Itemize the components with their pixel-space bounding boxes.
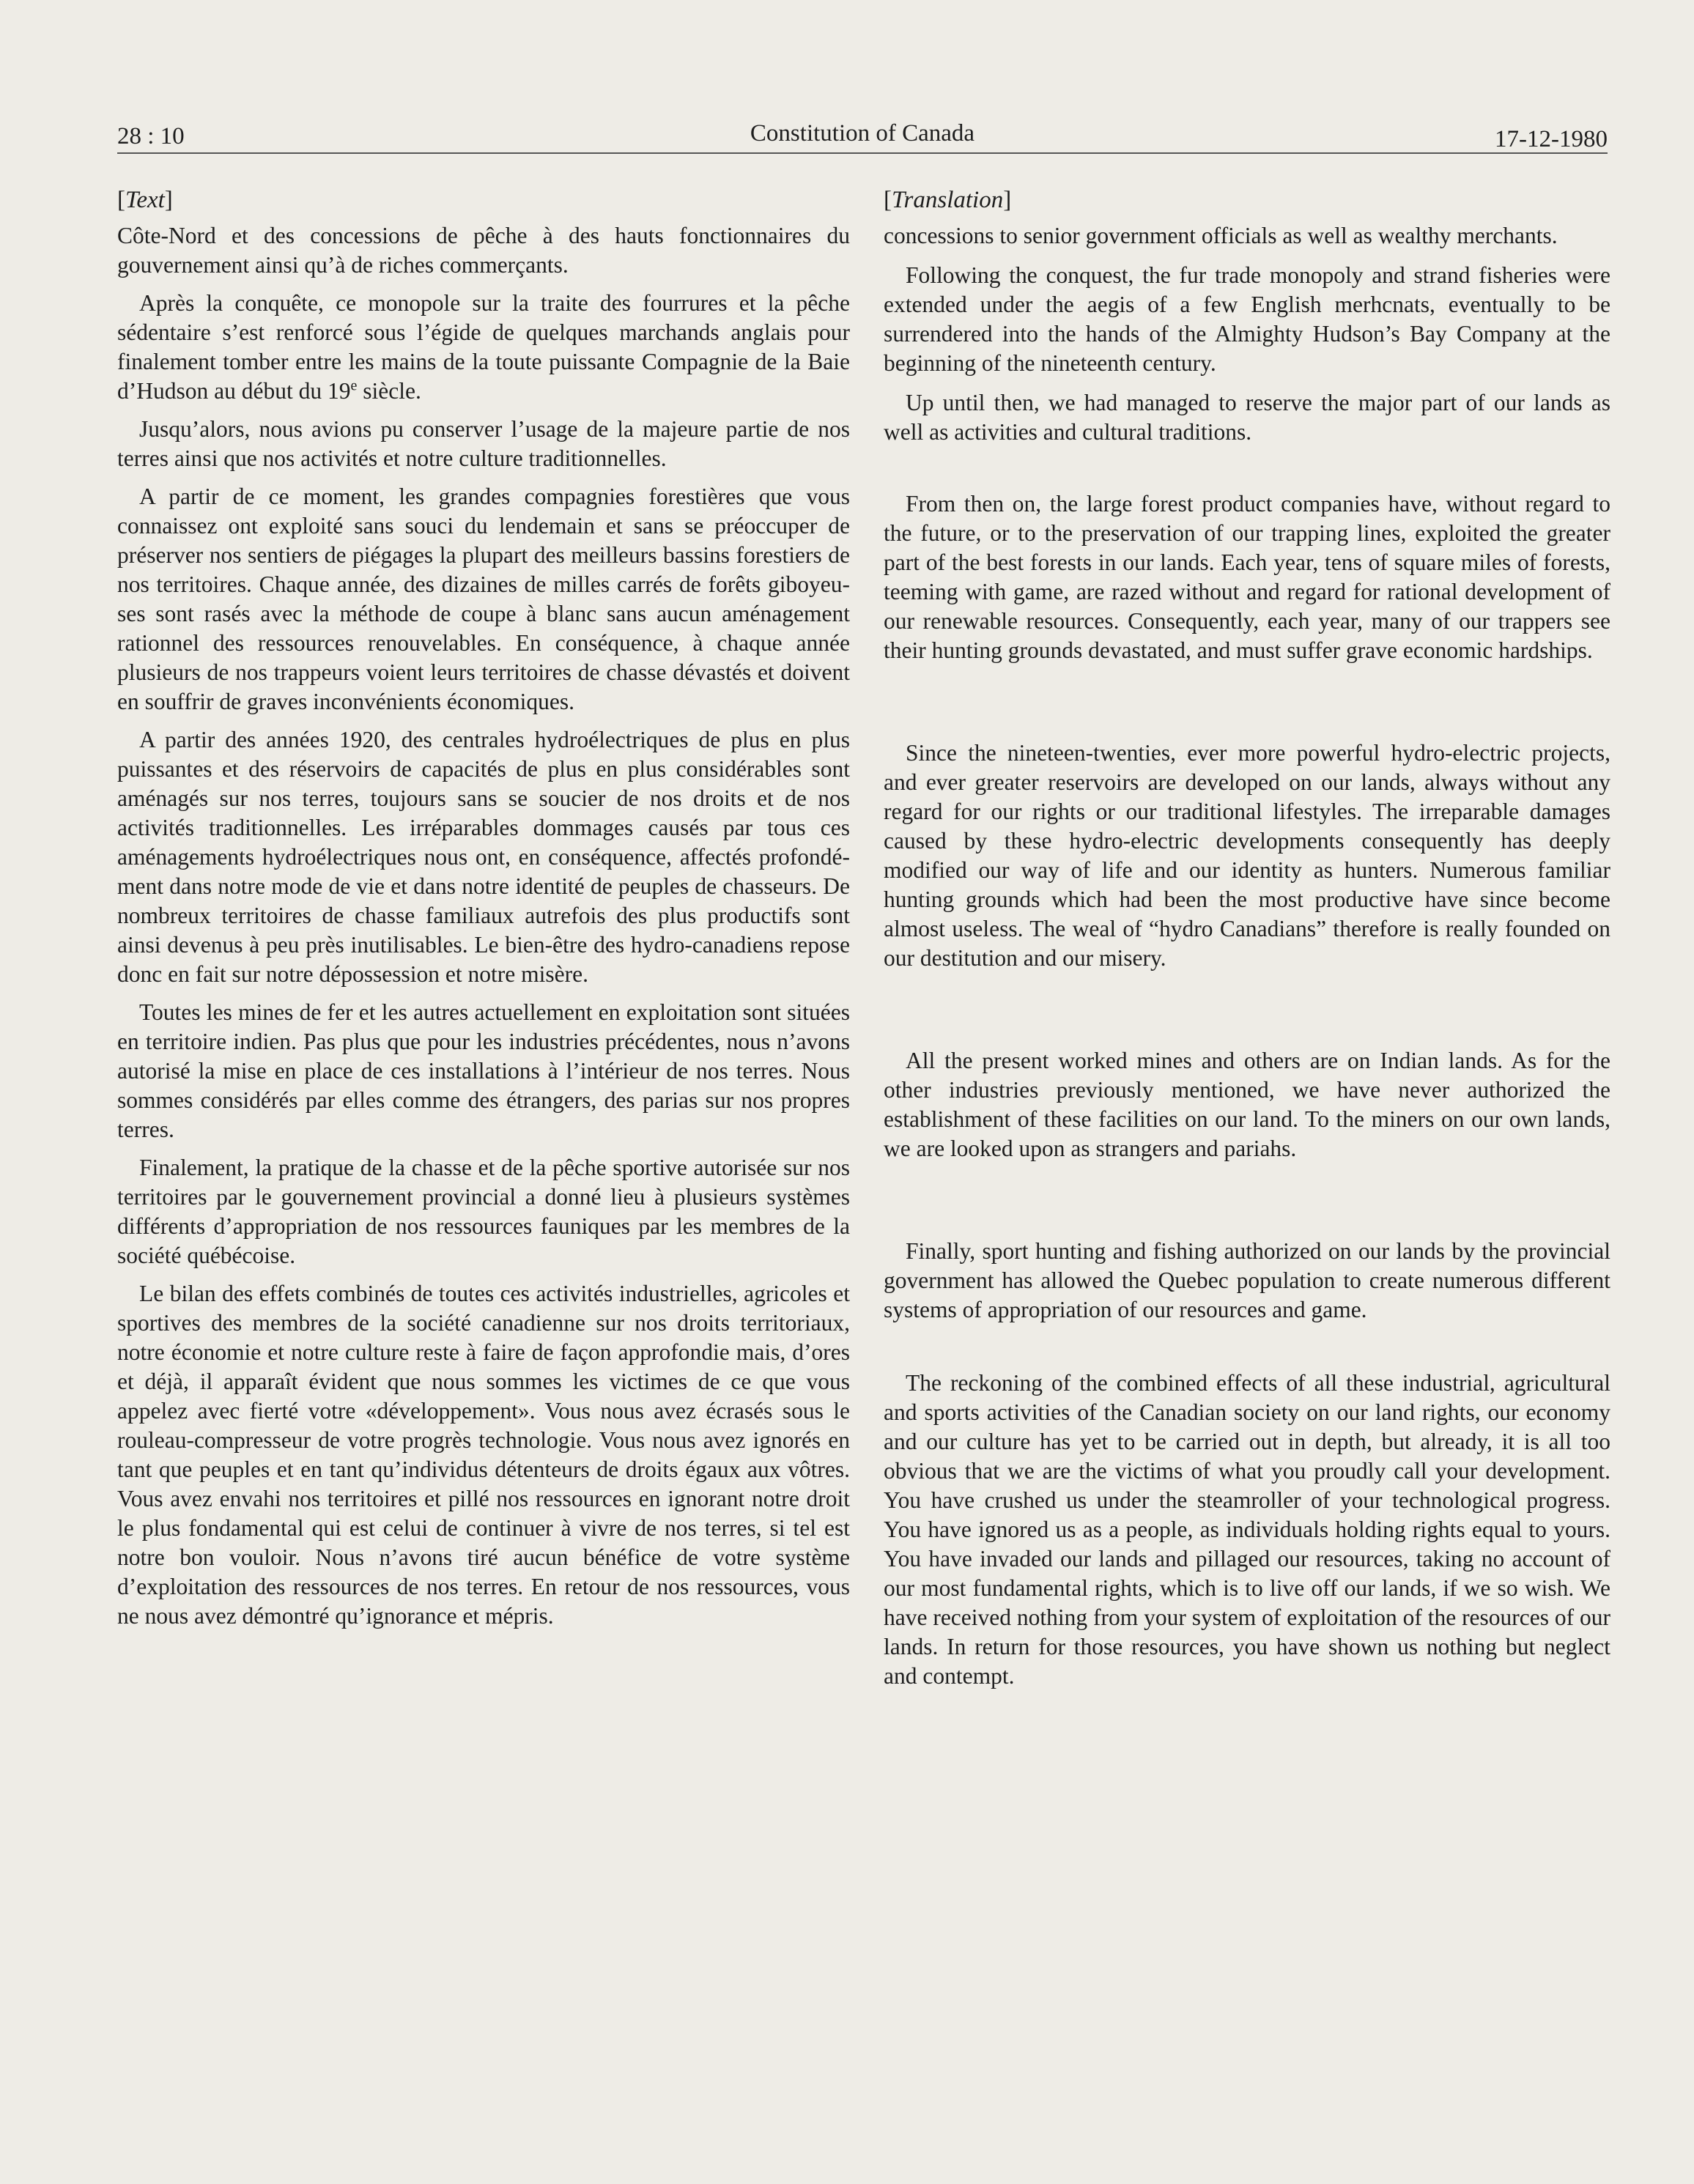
left-paragraph-5: A partir des années 1920, des centrales hydroélectriques de plus en plus puissantes et des réservoirs de capacités de plus en plus considérables sont aménagés sur nos terres, toujours sans se soucier de nos droits et de nos activités traditionnelles. Les irréparables dommages causés par tous ces aménagements hydroélectriques nous ont, en conséquence, affectés profondément dans notre mode de vie et dans notre identité de peuples de chasseurs. De nombreux territoires de chasse familiaux autrefois des plus productifs sont ainsi devenus à peu près inutilisables. Le bien-être des hydro-canadiens repose donc en fait sur notre dépossession et notre misère.: [117, 727, 850, 987]
running-title: Constitution of Canada: [750, 120, 975, 147]
left-paragraph-1: Côte-Nord et des concessions de pêche à des hauts fonctionnaires du gouvernement ainsi qu’à de riches commerçants.: [117, 223, 850, 278]
text-column-french: [117, 183, 850, 1640]
left-paragraph-8: Le bilan des effets combinés de toutes ces activités industrielles, agricoles et sportives des membres de la société canadienne sur nos droits territoriaux, notre économie et notre culture reste à faire de façon approfondie mais, d’ores et déjà, il apparaît évident que nous sommes les victimes de ce que vous appelez avec fierté votre «développement». Vous nous avez écrasés sous le rouleau-compresseur de votre progrès technologie. Vous nous avez ignorés en tant que peuples et en tant qu’individus détenteurs de droits égaux aux vôtres. Vous avez envahi nos territoires et pillé nos ressources en ignorant notre droit le plus fondamental qui est celui de continuer à vivre de nos terres, si tel est notre bon vouloir. Nous n’avons tiré aucun bénéfice de votre système d’exploitation des ressources de nos terres. En retour de nos ressources, vous ne nous avez démontré qu’ignorance et mépris.: [117, 1281, 850, 1629]
left-paragraph-4: A partir de ce moment, les grandes compagnies forestières que vous connaissez ont exploité sans souci du lendemain et sans se préoccuper de préserver nos sentiers de piégages la plupart des meilleurs bassins forestiers de nos territoires. Chaque année, des dizaines de milles carrés de forêts giboyeuses sont rasés avec la méthode de coupe à blanc sans aucun aménagement rationnel des ressources renouvelables. En conséquence, à chaque année plusieurs de nos trappeurs voient leurs territoires de chasse dévastés et doivent en souffrir de graves inconvénients économiques.: [117, 484, 850, 714]
right-paragraph-6: All the present worked mines and others are on Indian lands. As for the other industries previously mentioned, we have never authorized the establishment of these facilities on our land. To the miners on our own lands, we are looked upon as strangers and pariahs.: [884, 1048, 1610, 1161]
right-paragraph-7: Finally, sport hunting and fishing authorized on our lands by the provincial government has allowed the Quebec population to create numerous different systems of appropriation of our resources and game.: [884, 1238, 1610, 1322]
right-paragraph-3: Up until then, we had managed to reserve the major part of our lands as well as activities and cultural traditions.: [884, 390, 1610, 445]
right-paragraph-5: Since the nineteen-twenties, ever more powerful hydro-electric projects, and ever greater reservoirs are developed on our lands, always without any regard for our rights or our traditional lifestyles. The irreparable damages caused by these hydro-electric developments consequently has deeply modified our way of life and our identity as hunters. Numerous familiar hunting grounds which had been the most productive have since become almost useless. The weal of “hydro Canadians” therefore is really founded on our destitution and our misery.: [884, 740, 1610, 971]
right-paragraph-8: The reckoning of the combined effects of all these industrial, agricultural and sports activities of the Canadian society on our land rights, our economy and our culture has yet to be carried out in depth, but already, it is all too obvious that we are the victims of what you proudly call your development. You have crushed us under the steamroller of your technological progress. You have ignored us as a people, as individuals holding rights equal to yours. You have invaded our lands and pillaged our resources, taking no account of our most fundamental rights, which is to live off our lands, if we so wish. We have received nothing from your system of exploitation of the resources of our lands. In return for those resources, you have shown us nothing but neglect and contempt.: [884, 1370, 1610, 1689]
column-label-text: [Text]: [117, 187, 173, 213]
page-number: 28 : 10: [117, 123, 185, 149]
right-paragraph-4: From then on, the large forest product companies have, without regard to the future, or to the preservation of our trapping lines, exploited the greater part of the best forests in our lands. Each year, tens of square miles of forests, teeming with game, are razed without and regard for rational development of our renewable resources. Consequently, each year, many of our trappers see their hunting grounds devastated, and must suffer grave economic hardships.: [884, 491, 1610, 663]
left-paragraph-2: Après la conquête, ce monopole sur la traite des fourrures et la pêche sédentaire s’est renforcé sous l’égide de quelques marchands anglais pour finalement tomber entre les mains de la toute puissante Compagnie de la Baie d’Hudson au début du 19e siècle.: [117, 290, 850, 404]
right-paragraph-1: concessions to senior government officials as well as wealthy merchants.: [884, 223, 1558, 248]
header-rule: [117, 152, 1608, 154]
left-paragraph-3: Jusqu’alors, nous avions pu conserver l’usage de la majeure partie de nos terres ainsi que nos activités et notre culture traditionnelles.: [117, 416, 850, 471]
translation-column-english: [884, 183, 1610, 1691]
left-paragraph-6: Toutes les mines de fer et les autres actuellement en exploitation sont situées en territoire indien. Pas plus que pour les industries précédentes, nous n’avons autorisé la mise en place de ces installations à l’intérieur de nos terres. Nous sommes considérés par elles comme des étrangers, des parias sur nos propres terres.: [117, 999, 850, 1142]
page-header: [117, 117, 1608, 161]
column-label-translation: [Translation]: [884, 187, 1012, 213]
left-paragraph-7: Finalement, la pratique de la chasse et de la pêche sportive autorisée sur nos territoires par le gouvernement provincial a donné lieu à plusieurs systèmes différents d’appropriation de nos ressources fauniques par les membres de la société québécoise.: [117, 1155, 850, 1268]
right-paragraph-2: Following the conquest, the fur trade monopoly and strand fisheries were extended under the aegis of a few English merhcnats, eventually to be surrendered into the hands of the Almighty Hudson’s Bay Company at the beginning of the nineteenth century.: [884, 262, 1610, 376]
header-date: 17-12-1980: [1495, 126, 1608, 152]
